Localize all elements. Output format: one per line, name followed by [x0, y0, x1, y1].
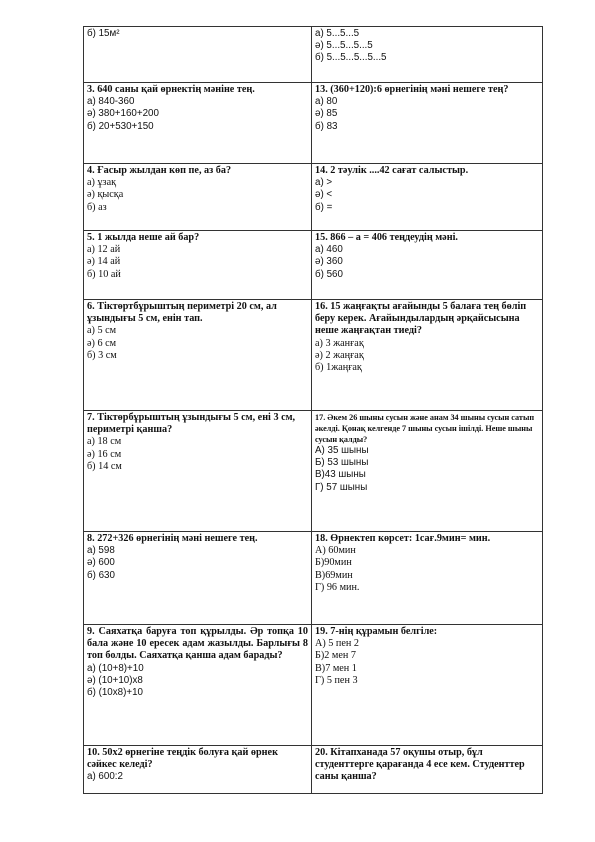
- option: Б)90мин: [315, 557, 352, 569]
- question-7: 7. Тіктөрбұрыштың ұзындығы 5 см, ені 3 см, периметрі қанша?: [87, 412, 296, 436]
- option: Г) 96 мин.: [315, 581, 360, 593]
- option: б) 20+530+150: [87, 120, 154, 132]
- option: а) >: [315, 177, 333, 189]
- cell-left: [84, 625, 312, 746]
- table-row: [84, 27, 543, 83]
- option: б) (10х8)+10: [87, 687, 143, 699]
- option: б) 560: [315, 268, 343, 280]
- question-3: 3. 640 саны қай өрнектің мәніне тең.: [87, 84, 255, 95]
- option: ә) 600: [87, 557, 115, 569]
- option: В)7 мен 1: [315, 662, 357, 674]
- option: а) 5...5...5: [315, 28, 360, 39]
- option: б) 5...5...5...5...5: [315, 52, 387, 64]
- question-19: 19. 7-нің құрамын белгіле:: [315, 626, 438, 637]
- question-5: 5. 1 жылда неше ай бар?: [87, 232, 200, 243]
- option: а) (10+8)+10: [87, 662, 144, 674]
- cell-left: [84, 231, 312, 300]
- option: Г) 57 шыны: [315, 481, 368, 493]
- option: а) 12 ай: [87, 244, 121, 256]
- option: ә) 2 жаңғақ: [315, 349, 364, 361]
- table-row: [84, 164, 543, 231]
- quiz-table: [83, 26, 543, 794]
- cell-left: [84, 164, 312, 231]
- cell-right: [312, 746, 543, 794]
- table-row: [84, 83, 543, 164]
- table-row: [84, 746, 543, 794]
- option: б) =: [315, 201, 333, 213]
- option: ә) (10+10)х8: [87, 674, 143, 686]
- option: Б) 53 шыны: [315, 457, 369, 469]
- option: Б)2 мен 7: [315, 650, 356, 662]
- cell-left: [84, 27, 312, 83]
- question-14: 14. 2 тәулік ....42 сағат салыстыр.: [315, 165, 469, 176]
- cell-left: [84, 300, 312, 411]
- question-6: 6. Тіктөртбұрыштың периметрі 20 см, ал ұзындығы 5 см, енін тап.: [87, 301, 277, 325]
- question-10: 10. 50х2 өрнегіне теңдік болуға қай өрнек сәйкес келеді?: [87, 747, 278, 771]
- option: ә) 85: [315, 108, 338, 120]
- table-row: [84, 625, 543, 746]
- question-9: 9. Саяхатқа баруға топ құрылды. Әр топқа 10 бала және 10 ересек адам жазылды. Барлығы 8 топ болды. Саяхатқа қанша адам барады?: [87, 626, 308, 662]
- cell-right: [312, 164, 543, 231]
- option: В)69мин: [315, 569, 353, 581]
- cell-left: [84, 411, 312, 532]
- cell-left: [84, 83, 312, 164]
- option: а) 460: [315, 244, 343, 256]
- option: ә) 14 ай: [87, 256, 121, 268]
- option: ә) 6 см: [87, 337, 117, 349]
- cell-right: [312, 625, 543, 746]
- option: а) 3 жанғақ: [315, 337, 364, 349]
- option: ә) 16 см: [87, 448, 122, 460]
- option: В)43 шыны: [315, 469, 366, 481]
- table-row: [84, 411, 543, 532]
- option: ә) 380+160+200: [87, 108, 159, 120]
- question-17: 17. Әкем 26 шыны сусын және анам 34 шыны сусын сатып әкелді. Қонақ келгенде 7 шыны сусын ішілді. Неше шыны сусын қалды?: [315, 413, 535, 444]
- option: б) 630: [87, 569, 115, 581]
- cell-right: [312, 231, 543, 300]
- option: А) 35 шыны: [315, 445, 369, 456]
- option: ә) қысқа: [87, 189, 124, 201]
- cell-left: [84, 746, 312, 794]
- question-8: 8. 272+326 өрнегінің мәні нешеге тең.: [87, 533, 258, 544]
- option: ә) 360: [315, 256, 343, 268]
- option: а) ұзақ: [87, 177, 117, 189]
- option: а) 598: [87, 545, 115, 557]
- question-13: 13. (360+120):6 өрнегінің мәні нешеге тең?: [315, 84, 509, 95]
- option: б) 3 см: [87, 349, 117, 361]
- option: а) 18 см: [87, 436, 122, 448]
- cell-right: [312, 532, 543, 625]
- cell-right: [312, 300, 543, 411]
- option: б) аз: [87, 201, 107, 213]
- question-15: 15. 866 – а = 406 теңдеудің мәні.: [315, 232, 458, 243]
- cell-right: [312, 83, 543, 164]
- option: Г) 5 пен 3: [315, 674, 358, 686]
- option: б) 14 см: [87, 460, 122, 472]
- option: а) 840-360: [87, 96, 135, 108]
- cell-left: [84, 532, 312, 625]
- question-16: 16. 15 жаңғақты ағайынды 5 балаға тең бөліп беру керек. Ағайындылардың әрқайсысына неше жаңғақтан тиеді?: [315, 301, 527, 337]
- option: А) 60мин: [315, 545, 356, 557]
- table-row: [84, 532, 543, 625]
- table-row: [84, 231, 543, 300]
- table-row: [84, 300, 543, 411]
- cell-right: [312, 27, 543, 83]
- cell-right: [312, 411, 543, 532]
- option: А) 5 пен 2: [315, 638, 360, 650]
- option: б) 10 ай: [87, 268, 121, 280]
- option: а) 5 см: [87, 325, 117, 337]
- option: ә) 5...5...5...5: [315, 40, 373, 52]
- question-20: 20. Кітапханада 57 оқушы отыр, бұл студенттерге қарағанда 4 есе кем. Студенттер саны қанша?: [315, 747, 525, 783]
- option: ә) <: [315, 189, 333, 201]
- option: б) 1жаңғақ: [315, 362, 362, 374]
- option: б) 83: [315, 120, 338, 132]
- option: а) 80: [315, 96, 338, 108]
- option: а) 600:2: [87, 771, 123, 783]
- question-18: 18. Өрнектеп көрсет: 1сағ.9мин= мин.: [315, 533, 491, 544]
- option: б) 15м²: [87, 28, 120, 39]
- question-4: 4. Ғасыр жылдан көп пе, аз ба?: [87, 165, 232, 176]
